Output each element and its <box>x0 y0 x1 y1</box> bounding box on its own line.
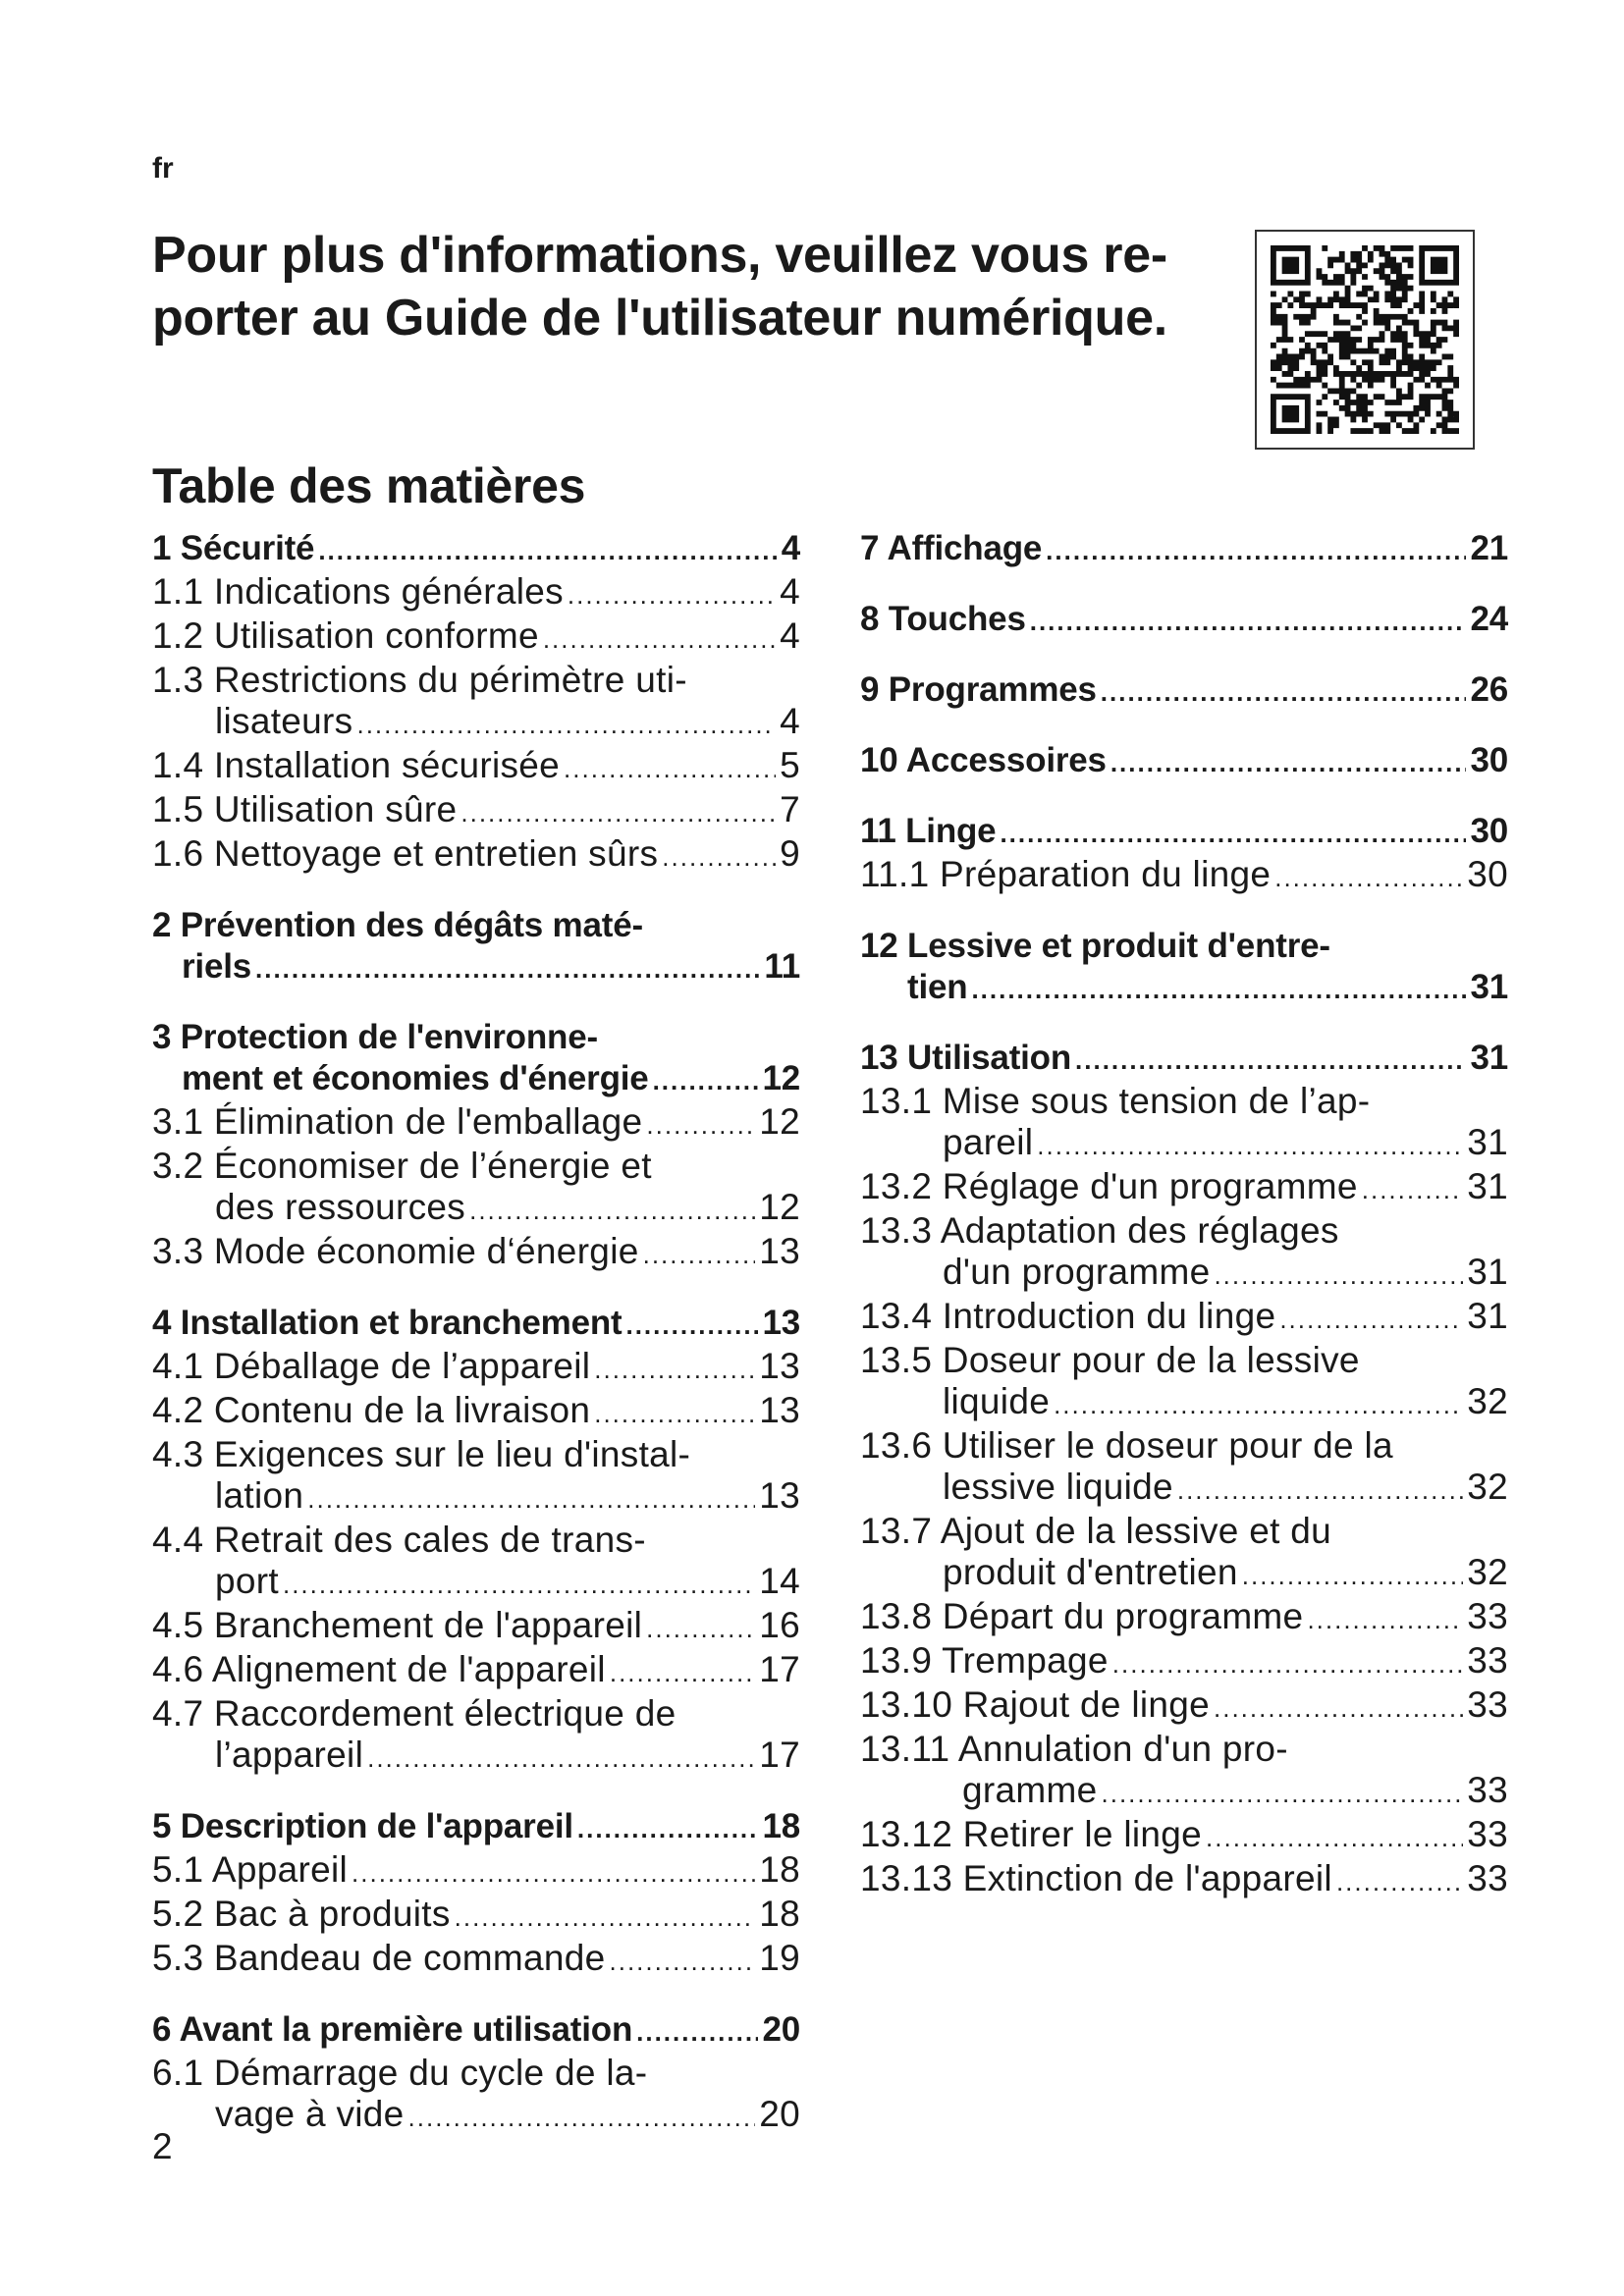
toc-entry[interactable]: 3 Protection de l'environne- ment et économies d'énergie ..... 12 <box>152 1017 800 1101</box>
toc-entry[interactable]: 4.1 Déballage de l’appareil ..... 13 <box>152 1346 800 1390</box>
toc-column-left <box>152 528 800 2165</box>
toc-entry[interactable]: 13.10 Rajout de linge ..... 33 <box>860 1684 1508 1729</box>
headline-line: porter au Guide de l'utilisateur numérique. <box>152 290 1167 347</box>
toc-section-12 <box>860 926 1508 1010</box>
toc-entry[interactable]: 2 Prévention des dégâts maté- riels ..... 11 <box>152 905 800 989</box>
toc-entry[interactable]: 13.2 Réglage d'un programme ..... 31 <box>860 1166 1508 1210</box>
toc-entry[interactable]: 13.7 Ajout de la lessive et du produit d'entretien ..... 32 <box>860 1511 1508 1596</box>
toc-entry[interactable]: 11 Linge ..... 30 <box>860 811 1508 854</box>
toc-section-1 <box>152 528 800 878</box>
toc-entry[interactable]: 13.6 Utiliser le doseur pour de la lessive liquide ..... 32 <box>860 1425 1508 1511</box>
qr-code-icon <box>1271 245 1459 434</box>
page-number: 2 <box>152 2126 173 2166</box>
toc-entry[interactable]: 3.1 Élimination de l'emballage ..... 12 <box>152 1101 800 1146</box>
headline <box>152 224 1213 349</box>
toc-section-6 <box>152 2009 800 2138</box>
toc-entry[interactable]: 4 Installation et branchement ..... 13 <box>152 1303 800 1346</box>
toc-entry[interactable]: 13.9 Trempage ..... 33 <box>860 1640 1508 1684</box>
toc-entry[interactable]: 1 Sécurité ..... 4 <box>152 528 800 571</box>
toc-entry[interactable]: 13.8 Départ du programme ..... 33 <box>860 1596 1508 1640</box>
toc-title: Table des matières <box>152 458 586 513</box>
headline-line: Pour plus d'informations, veuillez vous re- <box>152 227 1167 284</box>
toc-entry[interactable]: 6 Avant la première utilisation ..... 20 <box>152 2009 800 2053</box>
language-code: fr <box>152 152 174 185</box>
toc-entry[interactable]: 1.3 Restrictions du périmètre uti- lisateurs ..... 4 <box>152 660 800 745</box>
toc-entry[interactable]: 13.1 Mise sous tension de l’ap- pareil ..... 31 <box>860 1081 1508 1166</box>
toc-section-5 <box>152 1806 800 1982</box>
toc-entry[interactable]: 5.3 Bandeau de commande ..... 19 <box>152 1938 800 1982</box>
toc-entry[interactable]: 11.1 Préparation du linge ..... 30 <box>860 854 1508 898</box>
toc-section-2 <box>152 905 800 989</box>
toc-entry[interactable]: 4.7 Raccordement électrique de l’appareil ..... 17 <box>152 1693 800 1779</box>
toc-entry[interactable]: 1.2 Utilisation conforme ..... 4 <box>152 615 800 660</box>
toc-entry[interactable]: 3.2 Économiser de l’énergie et des ressources ..... 12 <box>152 1146 800 1231</box>
toc-section-11 <box>860 811 1508 898</box>
toc-entry[interactable]: 1.6 Nettoyage et entretien sûrs ..... 9 <box>152 833 800 878</box>
toc-entry[interactable]: 13.3 Adaptation des réglages d'un programme ..... 31 <box>860 1210 1508 1296</box>
toc-entry[interactable]: 5.2 Bac à produits ..... 18 <box>152 1894 800 1938</box>
toc-entry[interactable]: 4.2 Contenu de la livraison ..... 13 <box>152 1390 800 1434</box>
toc-section-8 <box>860 599 1508 642</box>
qr-code[interactable] <box>1255 230 1475 450</box>
toc-entry[interactable]: 13.4 Introduction du linge ..... 31 <box>860 1296 1508 1340</box>
toc-entry[interactable]: 1.4 Installation sécurisée ..... 5 <box>152 745 800 789</box>
toc-entry[interactable]: 13 Utilisation ..... 31 <box>860 1038 1508 1081</box>
toc-section-4 <box>152 1303 800 1779</box>
toc-entry[interactable]: 4.5 Branchement de l'appareil ..... 16 <box>152 1605 800 1649</box>
toc-entry[interactable]: 12 Lessive et produit d'entre- tien ..... 31 <box>860 926 1508 1010</box>
toc-entry[interactable]: 4.3 Exigences sur le lieu d'instal- lation ..... 13 <box>152 1434 800 1520</box>
toc-section-7 <box>860 528 1508 571</box>
toc-section-10 <box>860 740 1508 783</box>
toc-entry[interactable]: 13.12 Retirer le linge ..... 33 <box>860 1814 1508 1858</box>
toc-section-3 <box>152 1017 800 1275</box>
toc-entry[interactable]: 1.5 Utilisation sûre ..... 7 <box>152 789 800 833</box>
toc-entry[interactable]: 3.3 Mode économie d‘énergie ..... 13 <box>152 1231 800 1275</box>
toc-entry[interactable]: 4.4 Retrait des cales de trans- port ..... 14 <box>152 1520 800 1605</box>
toc-section-9 <box>860 669 1508 713</box>
toc-entry[interactable]: 8 Touches ..... 24 <box>860 599 1508 642</box>
toc-entry[interactable]: 9 Programmes ..... 26 <box>860 669 1508 713</box>
toc-entry[interactable]: 5 Description de l'appareil ..... 18 <box>152 1806 800 1849</box>
toc-entry[interactable]: 10 Accessoires ..... 30 <box>860 740 1508 783</box>
toc-entry[interactable]: 1.1 Indications générales ..... 4 <box>152 571 800 615</box>
toc-entry[interactable]: 13.11 Annulation d'un pro- gramme ..... 33 <box>860 1729 1508 1814</box>
toc-entry[interactable]: 13.13 Extinction de l'appareil ..... 33 <box>860 1858 1508 1902</box>
toc-entry[interactable]: 13.5 Doseur pour de la lessive liquide ..... 32 <box>860 1340 1508 1425</box>
toc-section-13 <box>860 1038 1508 1902</box>
toc-entry[interactable]: 4.6 Alignement de l'appareil ..... 17 <box>152 1649 800 1693</box>
toc-entry[interactable]: 7 Affichage ..... 21 <box>860 528 1508 571</box>
toc-entry[interactable]: 6.1 Démarrage du cycle de la- vage à vide ..... 20 <box>152 2053 800 2138</box>
toc-column-right <box>860 528 1508 1930</box>
toc-entry[interactable]: 5.1 Appareil ..... 18 <box>152 1849 800 1894</box>
